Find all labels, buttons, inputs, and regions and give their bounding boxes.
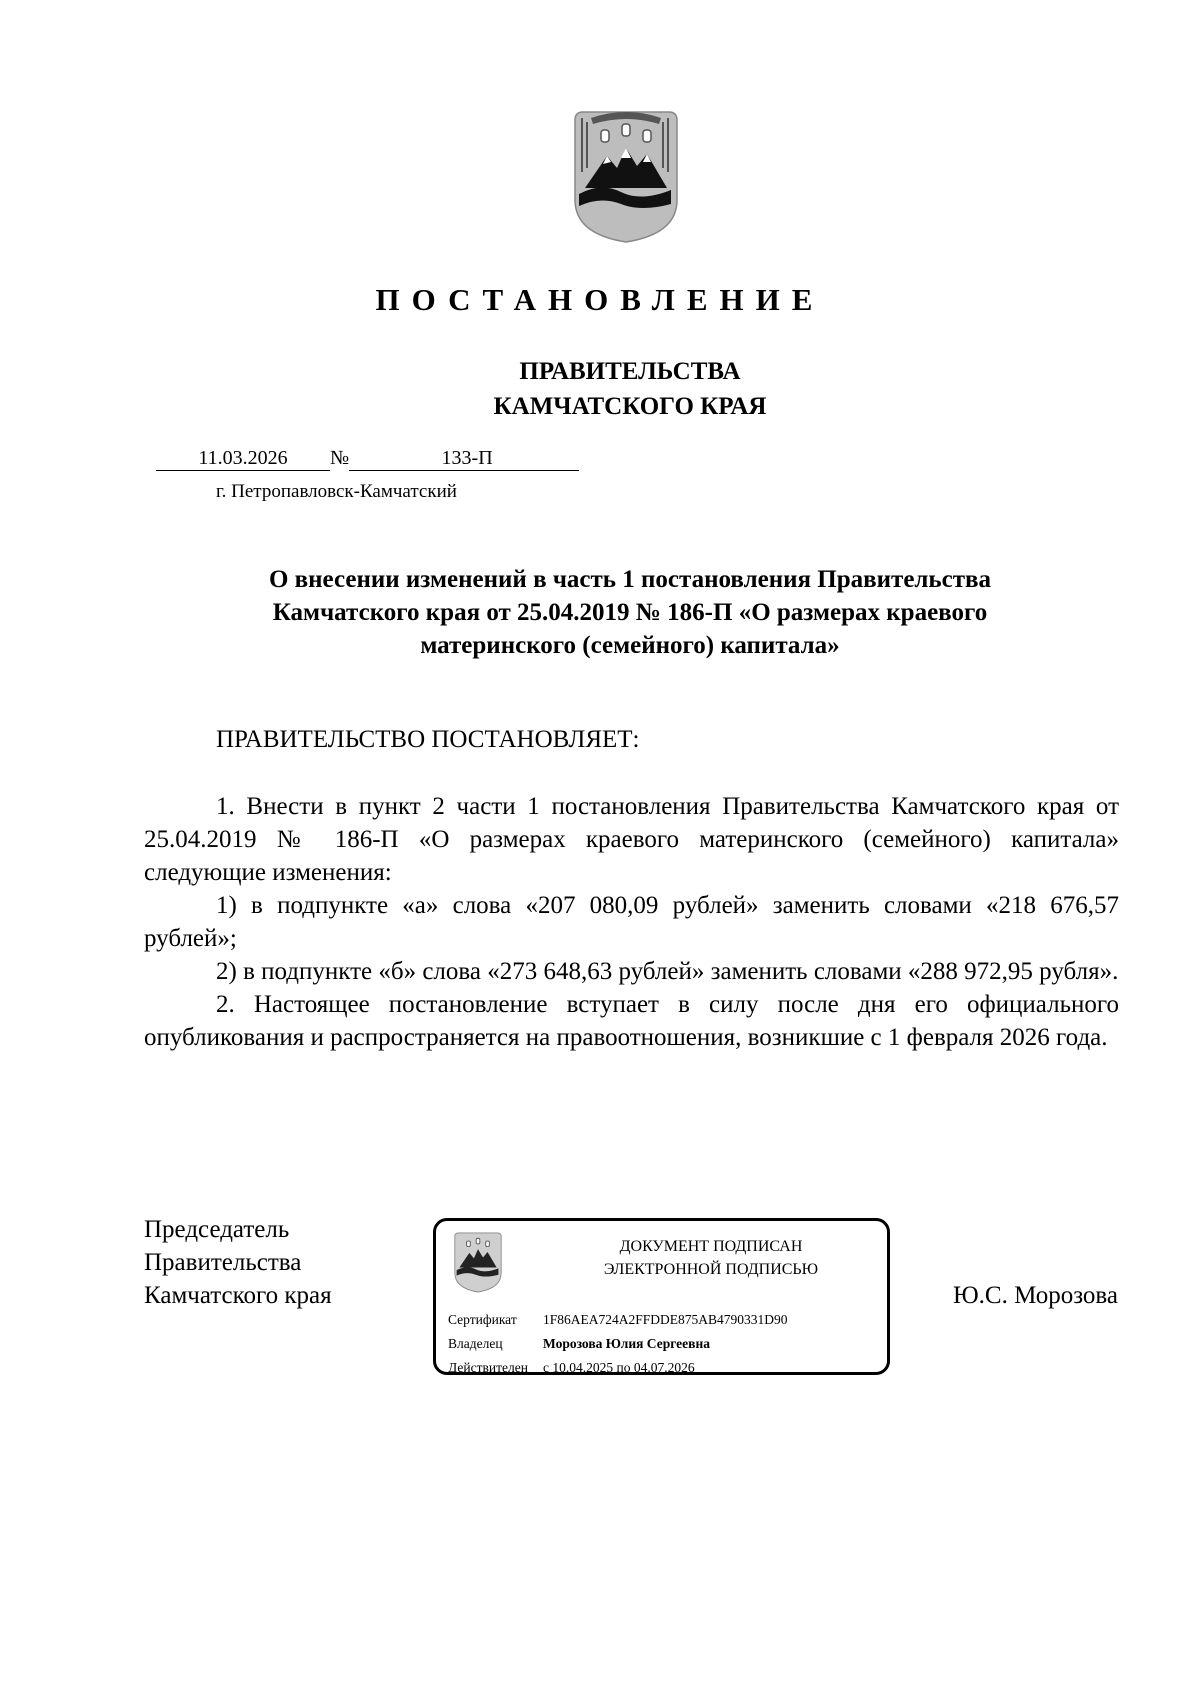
owner-row <box>448 1335 710 1353</box>
coat-of-arms-icon <box>571 108 681 244</box>
issuer-name <box>0 354 1200 424</box>
number-sign: № <box>330 447 350 469</box>
certificate-label: Сертификат <box>448 1312 517 1327</box>
paragraph-1-item-1: 1) в подпункте «а» слова «207 080,09 рублей» заменить словами «218 676,57 рублей»; <box>144 892 1119 952</box>
stamp-heading <box>546 1235 876 1281</box>
resolution-heading: ПРАВИТЕЛЬСТВО ПОСТАНОВЛЯЕТ: <box>216 726 640 753</box>
document-body <box>144 790 1119 1054</box>
certificate-value: 1F86AEA724A2FFDDE875AB4790331D90 <box>543 1312 788 1327</box>
signatory-name: Ю.С. Морозова <box>952 1282 1118 1309</box>
coat-of-arms-icon <box>453 1231 503 1293</box>
signatory-position <box>144 1213 332 1312</box>
issue-place: г. Петропавловск-Камчатский <box>216 481 457 502</box>
paragraph-1: 1. Внести в пункт 2 части 1 постановления Правительства Камчатского края от 25.04.2019 № 186-П «О размерах краевого материнского (семейного) капитала» следующие изменения: <box>144 793 1119 886</box>
subject-line-3: материнского (семейного) капитала» <box>420 632 840 659</box>
date-number-line <box>156 446 579 471</box>
stamp-heading-line-2: ЭЛЕКТРОННОЙ ПОДПИСЬЮ <box>603 1261 819 1278</box>
electronic-signature-stamp <box>433 1218 890 1375</box>
certificate-row <box>448 1311 788 1329</box>
validity-row <box>448 1359 695 1377</box>
issuer-line-2: КАМЧАТСКОГО КРАЯ <box>493 393 767 420</box>
subject-line-1: О внесении изменений в часть 1 постановления Правительства <box>268 566 992 593</box>
stamp-heading-line-1: ДОКУМЕНТ ПОДПИСАН <box>619 1238 803 1255</box>
position-line-3: Камчатского края <box>144 1282 332 1309</box>
validity-value: с 10.04.2025 по 04.07.2026 <box>543 1360 695 1375</box>
owner-value: Морозова Юлия Сергеевна <box>543 1336 710 1351</box>
issuer-line-1: ПРАВИТЕЛЬСТВА <box>519 358 741 385</box>
document-date: 11.03.2026 <box>156 446 330 471</box>
document-subject <box>160 563 1100 662</box>
paragraph-2: 2. Настоящее постановление вступает в силу после дня его официального опубликования и распространяется на правоотношения, возникшие с 1 февраля 2026 года. <box>144 991 1119 1051</box>
subject-line-2: Камчатского края от 25.04.2019 № 186-П «О размерах краевого <box>272 599 988 626</box>
owner-label: Владелец <box>448 1336 503 1351</box>
position-line-2: Правительства <box>144 1249 302 1276</box>
position-line-1: Председатель <box>144 1216 290 1243</box>
validity-label: Действителен <box>448 1360 528 1375</box>
document-number: 133-П <box>349 446 579 471</box>
document-title: ПОСТАНОВЛЕНИЕ <box>375 282 825 317</box>
paragraph-1-item-2: 2) в подпункте «б» слова «273 648,63 рублей» заменить словами «288 972,95 рубля». <box>216 958 1119 985</box>
